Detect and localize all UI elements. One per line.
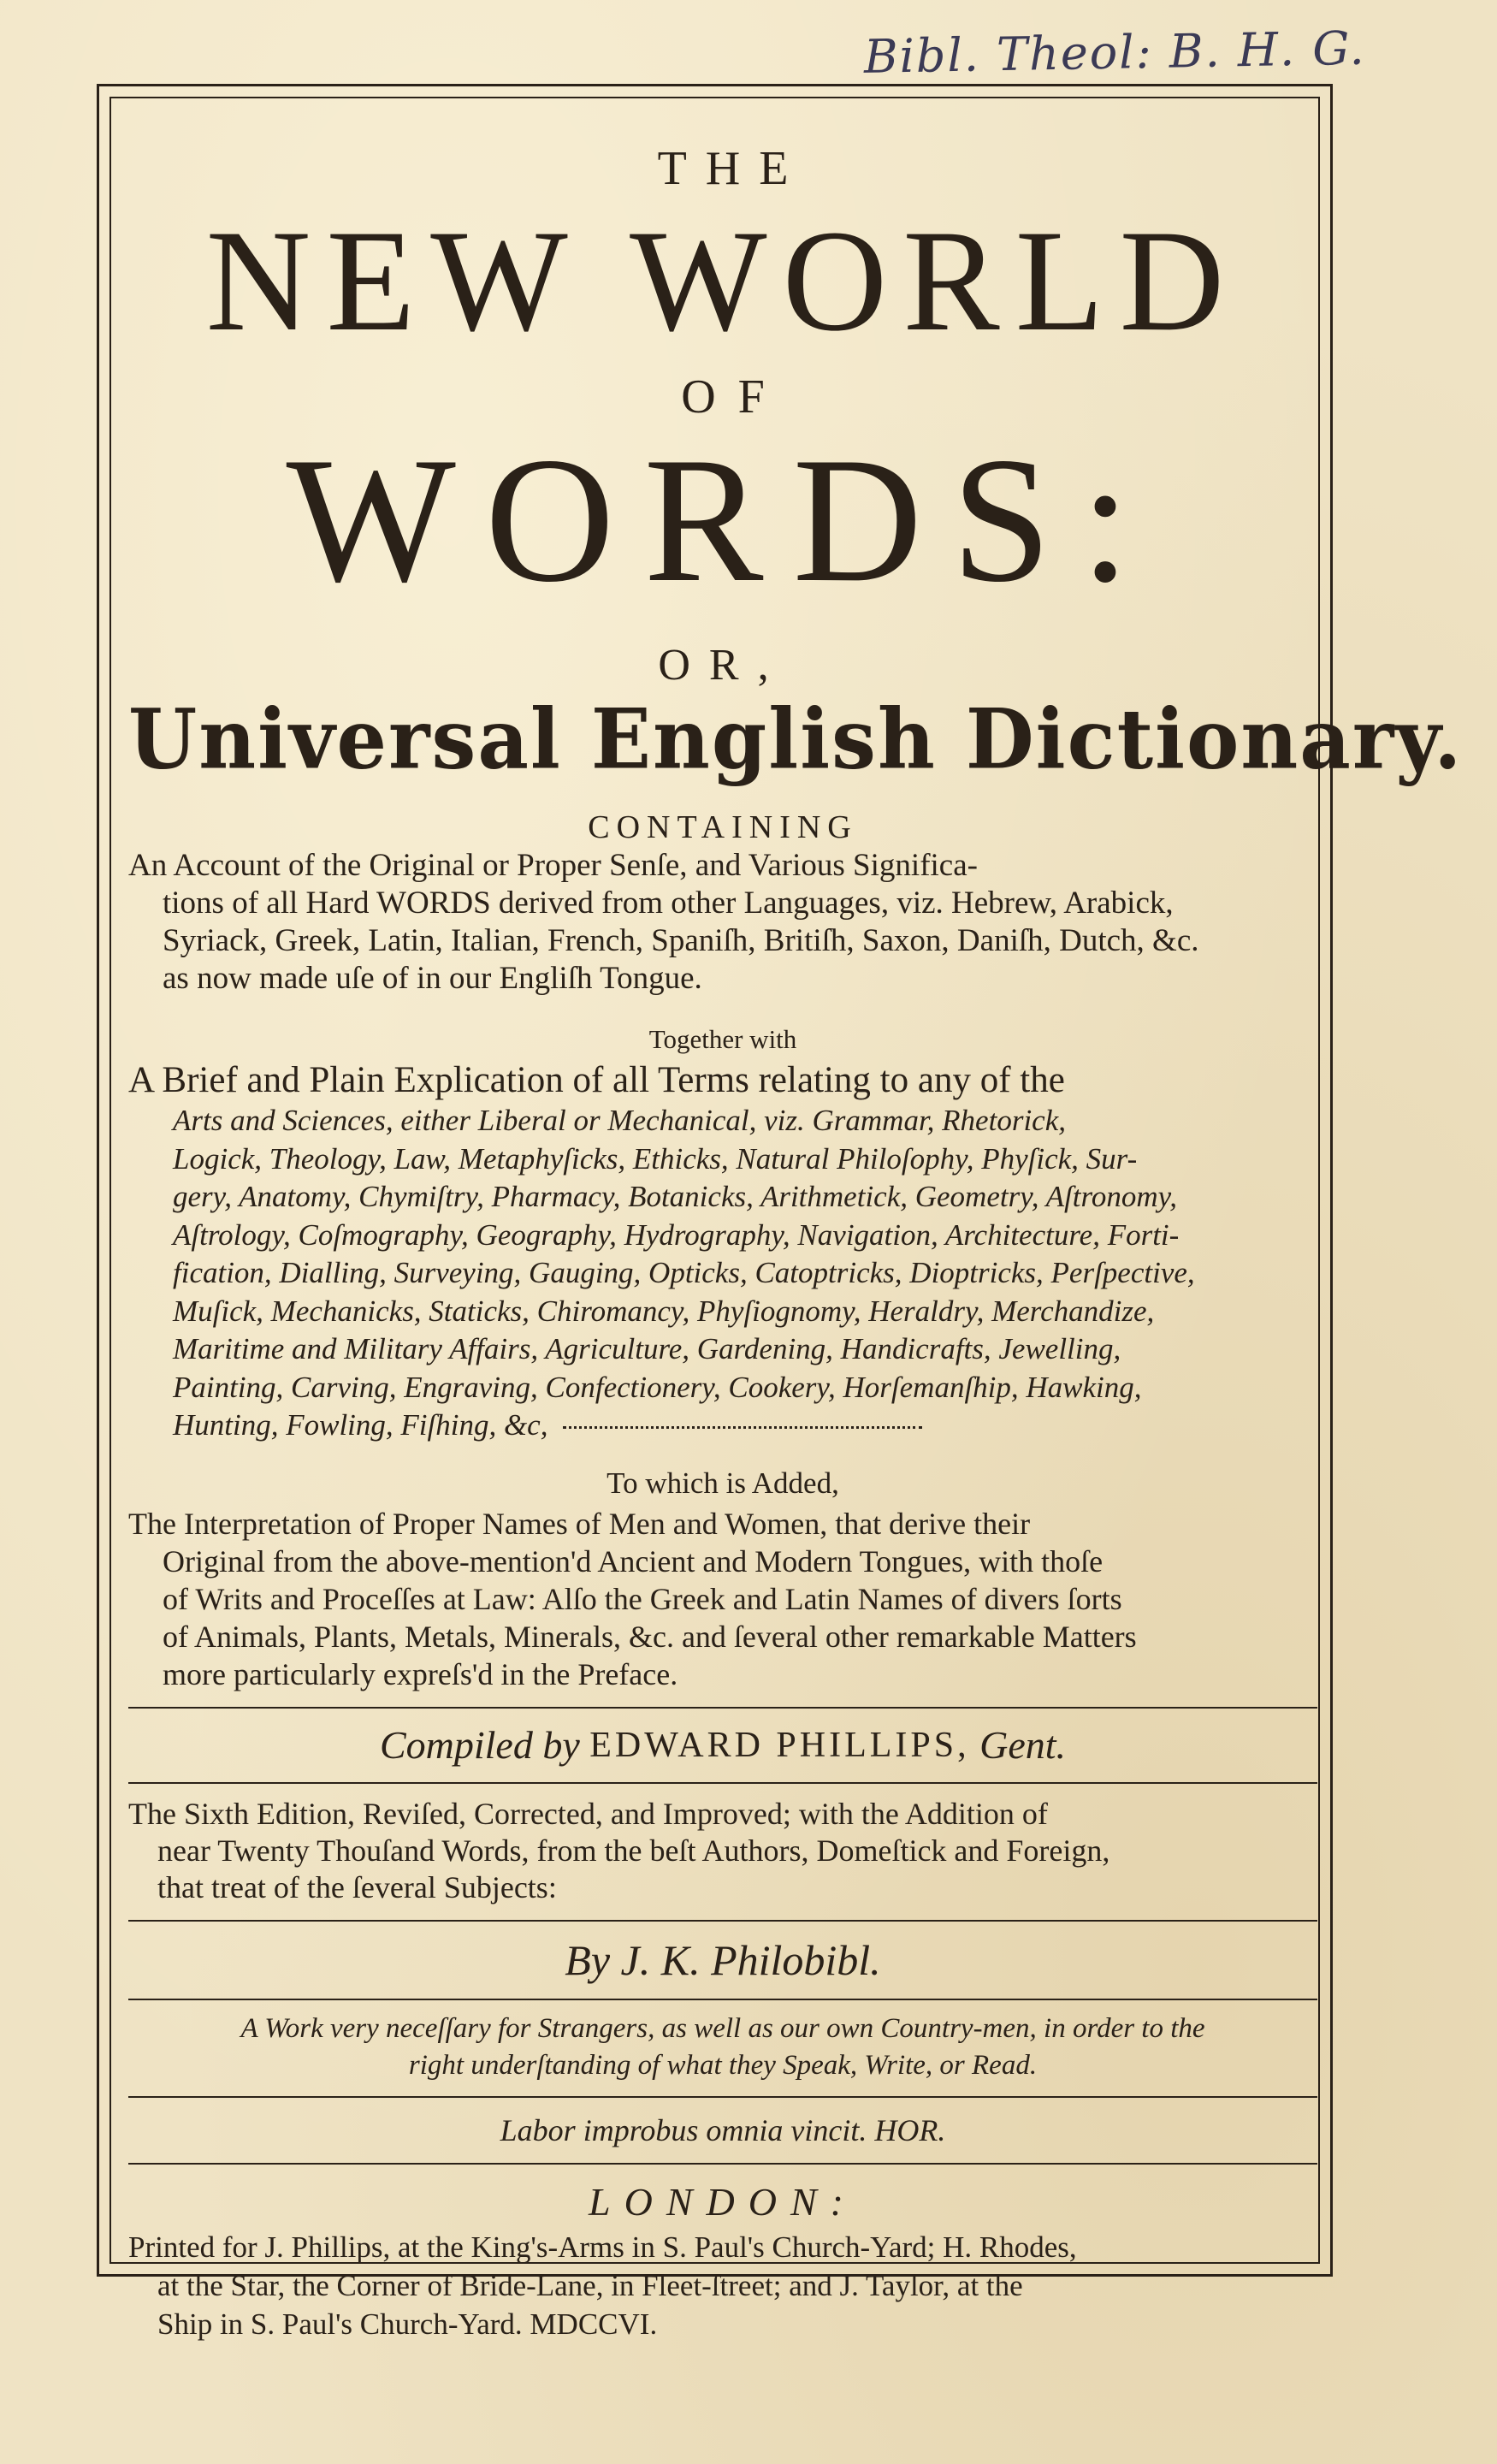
title-subtitle: Universal English Dictionary. [128, 690, 1464, 788]
together-line-text: Hunting, Fowling, Fiſhing, &c, [173, 1408, 548, 1442]
added-line: The Interpretation of Proper Names of Men and Women, that derive their [128, 1506, 1031, 1541]
title-the: THE [657, 142, 808, 195]
together-line: Maritime and Military Affairs, Agriculture, Gardening, Handicrafts, Jewelling, [173, 1332, 1121, 1365]
compiled-prefix: Compiled by [379, 1723, 580, 1767]
together-line: Muſick, Mechanicks, Staticks, Chiromancy, Phyſiognomy, Heraldry, Merchandize, [173, 1294, 1155, 1328]
together-line: Painting, Carving, Engraving, Confectionery, Cookery, Horſemanſhip, Hawking, [173, 1370, 1142, 1404]
together-line: gery, Anatomy, Chymiſtry, Pharmacy, Botanicks, Arithmetick, Geometry, Aſtronomy, [173, 1180, 1177, 1213]
edition-paragraph [128, 1784, 1317, 1920]
divider [128, 2163, 1317, 2165]
title-words: WORDS: [286, 421, 1160, 619]
byline: By J. K. Philobibl. [565, 1935, 881, 1984]
together-line: A Brief and Plain Explication of all Terms relating to any of the [128, 1060, 1065, 1100]
added-line: of Writs and Proceſſes at Law: Alſo the Greek and Latin Names of divers ſorts [163, 1581, 1122, 1616]
compiled-by [128, 1709, 1317, 1782]
work-line: right underſtanding of what they Speak, Write, or Read. [408, 2049, 1038, 2081]
motto: Labor improbus omnia vincit. HOR. [500, 2112, 946, 2147]
ornamental-dash [563, 1426, 922, 1429]
containing-heading: CONTAINING [588, 809, 858, 845]
title-or: OR, [658, 641, 788, 690]
containing-line: Syriack, Greek, Latin, Italian, French, Spaniſh, Britiſh, Saxon, Daniſh, Dutch, &c. [163, 923, 1199, 958]
added-line: more particularly expreſs'd in the Preface. [163, 1656, 678, 1691]
containing-paragraph [128, 847, 1317, 998]
handwritten-annotation: Bibl. Theol: B. H. G. [863, 21, 1367, 84]
together-line: Arts and Sciences, either Liberal or Mechanical, viz. Grammar, Rhetorick, [173, 1104, 1066, 1137]
added-line: of Animals, Plants, Metals, Minerals, &c. and ſeveral other remarkable Matters [163, 1619, 1137, 1654]
edition-line: The Sixth Edition, Reviſed, Corrected, and Improved; with the Addition of [128, 1796, 1048, 1831]
imprint-line: Printed for J. Phillips, at the King's-Arms in S. Paul's Church-Yard; H. Rhodes, [128, 2230, 1077, 2264]
compiler-name: EDWARD PHILLIPS, [589, 1725, 970, 1765]
imprint-line: Ship in S. Paul's Church-Yard. MDCCVI. [157, 2307, 658, 2341]
together-line: Aſtrology, Coſmography, Geography, Hydrography, Navigation, Architecture, Forti- [173, 1217, 1180, 1252]
added-heading: To which is Added, [606, 1466, 839, 1500]
together-paragraph [128, 1059, 1317, 1445]
added-line: Original from the above-mention'd Ancient and Modern Tongues, with thoſe [163, 1543, 1104, 1578]
work-note [128, 2000, 1317, 2096]
title-new-world: NEW WORLD [205, 200, 1240, 361]
containing-line: tions of all Hard WORDS derived from other Languages, viz. Hebrew, Arabick, [163, 886, 1174, 921]
title-of: OF [681, 370, 787, 424]
imprint-city: LONDON: [589, 2179, 857, 2224]
together-line: fication, Dialling, Surveying, Gauging, Opticks, Catoptricks, Dioptricks, Perſpective, [173, 1256, 1195, 1289]
compiled-suffix: Gent. [979, 1723, 1067, 1767]
containing-line: as now made uſe of in our Engliſh Tongue. [163, 961, 702, 996]
title-page [128, 128, 1464, 2341]
together-line-last [128, 1407, 1317, 1445]
containing-line: An Account of the Original or Proper Senſe, and Various Significa- [128, 848, 978, 883]
added-paragraph [128, 1505, 1317, 1693]
edition-line: near Twenty Thouſand Words, from the beſt Authors, Domeſtick and Foreign, [157, 1833, 1110, 1868]
together-heading: Together with [648, 1024, 797, 1054]
imprint [128, 2228, 1317, 2343]
work-line: A Work very neceſſary for Strangers, as well as our own Country-men, in order to the [240, 2012, 1205, 2044]
imprint-line: at the Star, the Corner of Bride-Lane, in Fleet-ſtreet; and J. Taylor, at the [157, 2268, 1023, 2302]
together-line: Logick, Theology, Law, Metaphyſicks, Ethicks, Natural Philoſophy, Phyſick, Sur- [173, 1141, 1138, 1176]
edition-line: that treat of the ſeveral Subjects: [157, 1869, 557, 1904]
